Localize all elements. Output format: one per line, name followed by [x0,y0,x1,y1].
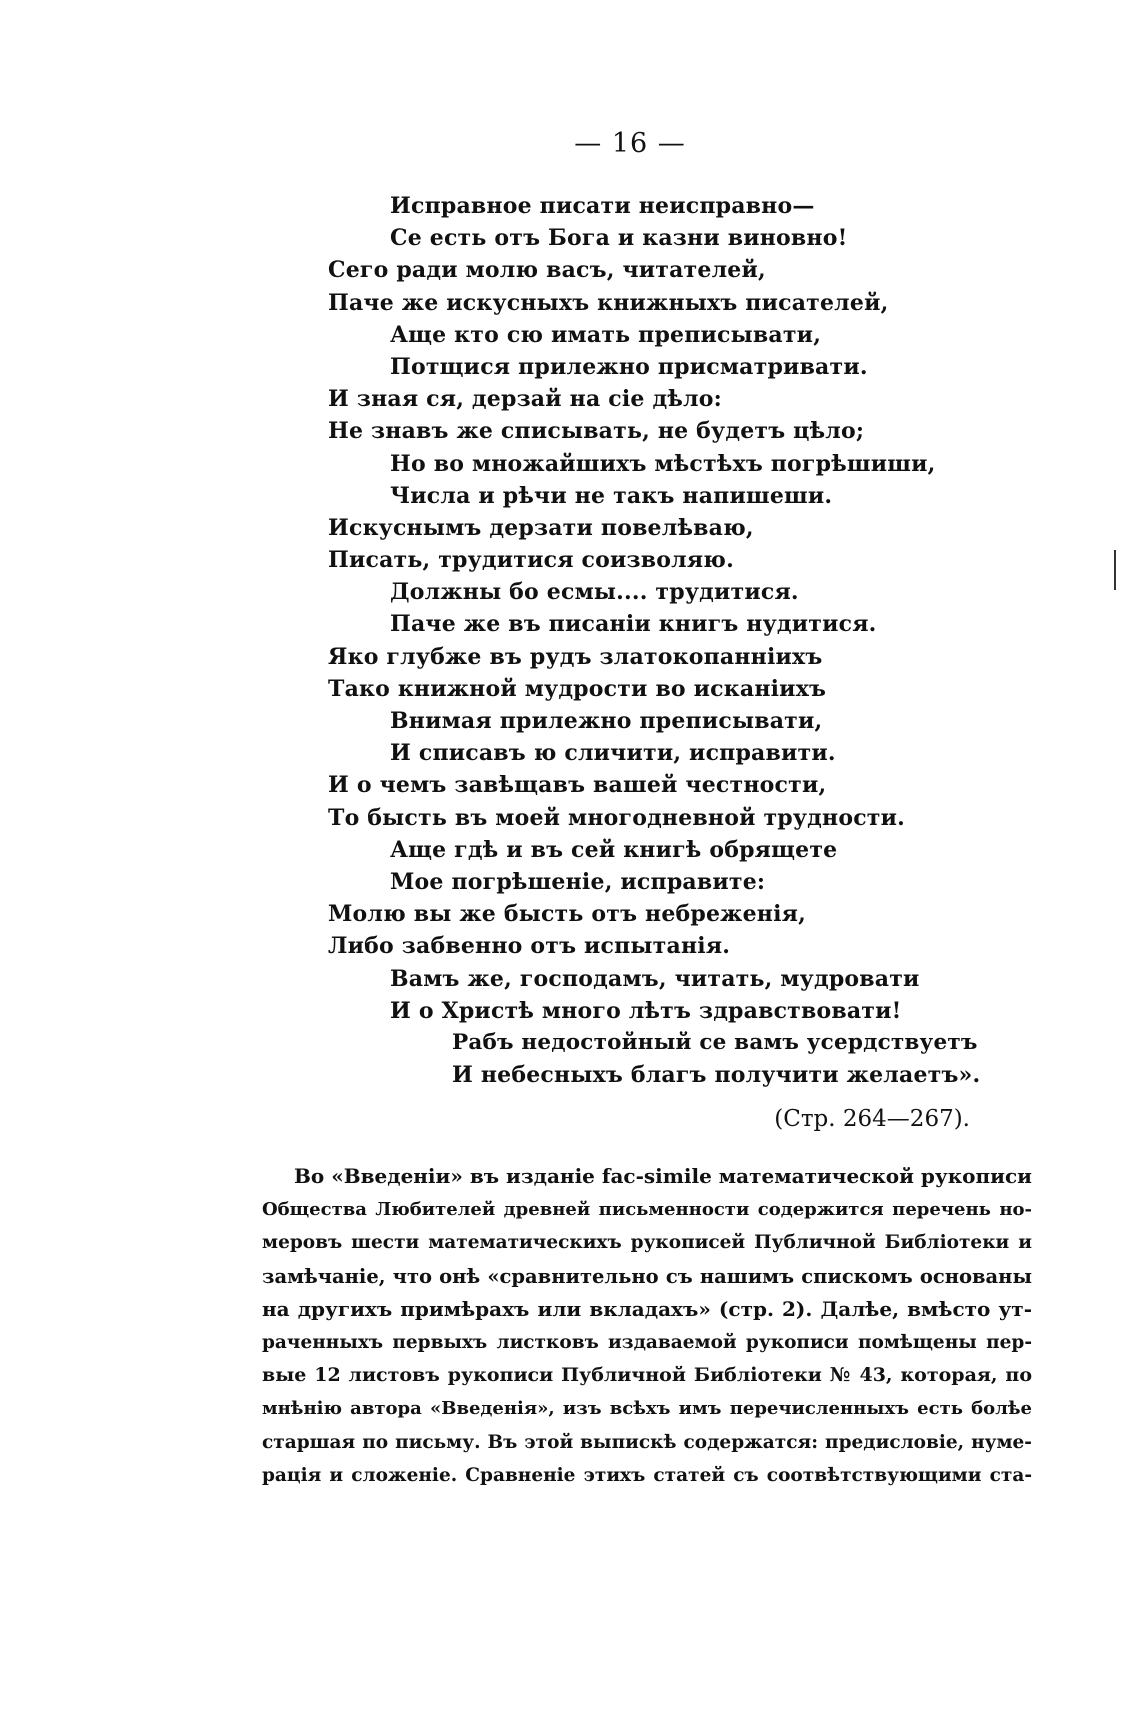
poem-line: Числа и рѣчи не такъ напишеши. [390,482,833,509]
poem-line: Вамъ же, господамъ, читать, мудровати [390,965,920,992]
poem-line: Рабъ недостойный се вамъ усердствуетъ [452,1029,978,1055]
citation: (Стр. 264—267). [774,1106,970,1132]
paragraph-line: рація и сложеніе. Сравненіе этихъ статей съ соотвѣтствующими ста- [262,1464,1032,1486]
poem-line: И списавъ ю сличити, исправити. [390,740,836,767]
poem-line: Искуснымъ дерзати повелѣваю, [328,514,754,541]
paragraph-line: мнѣнію автора «Введенія», изъ всѣхъ имъ перечисленныхъ есть болѣе [262,1398,1032,1420]
poem-line: Мое погрѣшеніе, исправите: [390,868,766,895]
poem-line: И о Христѣ много лѣтъ здравствовати! [390,997,902,1024]
poem-line: Исправное писати неисправно— [390,193,815,219]
poem-line: Тако книжной мудрости во исканіихъ [328,675,827,702]
poem-line: Писать, трудитися соизволяю. [328,547,734,574]
poem-block [328,190,988,1091]
paragraph-line: вые 12 листовъ рукописи Публичной Библіотеки № 43, которая, по [262,1364,1032,1387]
poem-line: То бысть въ моей многодневной трудности. [328,804,906,831]
page-number: — 16 — [574,128,686,159]
paragraph-line: Общества Любителей древней письменности содержится перечень но- [262,1199,1032,1221]
poem-line: Должны бо есмы.... трудитися. [390,579,799,606]
paragraph-line: старшая по письму. Въ этой выпискѣ содержатся: предисловіе, нуме- [262,1431,1032,1453]
poem-line: Сего ради молю васъ, читателей, [328,257,766,284]
poem-line: Паче же искусныхъ книжныхъ писателей, [328,289,889,316]
poem-line: Либо забвенно отъ испытанія. [328,933,731,960]
body-paragraph [262,1160,1032,1492]
paragraph-line: на другихъ примѣрахъ или вкладахъ» (стр. 2). Далѣе, вмѣсто ут- [262,1296,1032,1321]
poem-line: И зная ся, дерзай на сіе дѣло: [328,386,722,413]
poem-line: Но во множайшихъ мѣстѣхъ погрѣшиши, [390,450,936,477]
margin-mark [1114,550,1116,590]
poem-line: Яко глубже въ рудъ златокопанніихъ [328,643,823,670]
poem-line: Аще гдѣ и въ сей книгѣ обрящете [390,836,838,863]
poem-line: И небесныхъ благъ получити желаетъ». [452,1062,981,1089]
paragraph-line: замѣчаніе, что онѣ «сравнительно съ нашимъ спискомъ основаны [262,1264,1032,1288]
poem-line: Аще кто сю имать преписывати, [390,321,822,348]
poem-line: Паче же въ писаніи книгъ нудитися. [390,611,877,638]
paragraph-line: раченныхъ первыхъ листковъ издаваемой рукописи помѣщены пер- [262,1331,1032,1353]
poem-line: Внимая прилежно преписывати, [390,708,823,734]
poem-line: Не знавъ же списывать, не будетъ цѣло; [328,418,865,445]
paragraph-line: меровъ шести математическихъ рукописей Публичной Библіотеки и [262,1232,1032,1254]
poem-line: И о чемъ завѣщавъ вашей честности, [328,772,827,799]
poem-line: Се есть отъ Бога и казни виновно! [390,225,848,252]
poem-line: Молю вы же бысть отъ небреженія, [328,901,806,928]
poem-line: Потщися прилежно присматривати. [390,353,868,380]
paragraph-line: Во «Введеніи» въ изданіе fac-simile математической рукописи [294,1164,1032,1188]
